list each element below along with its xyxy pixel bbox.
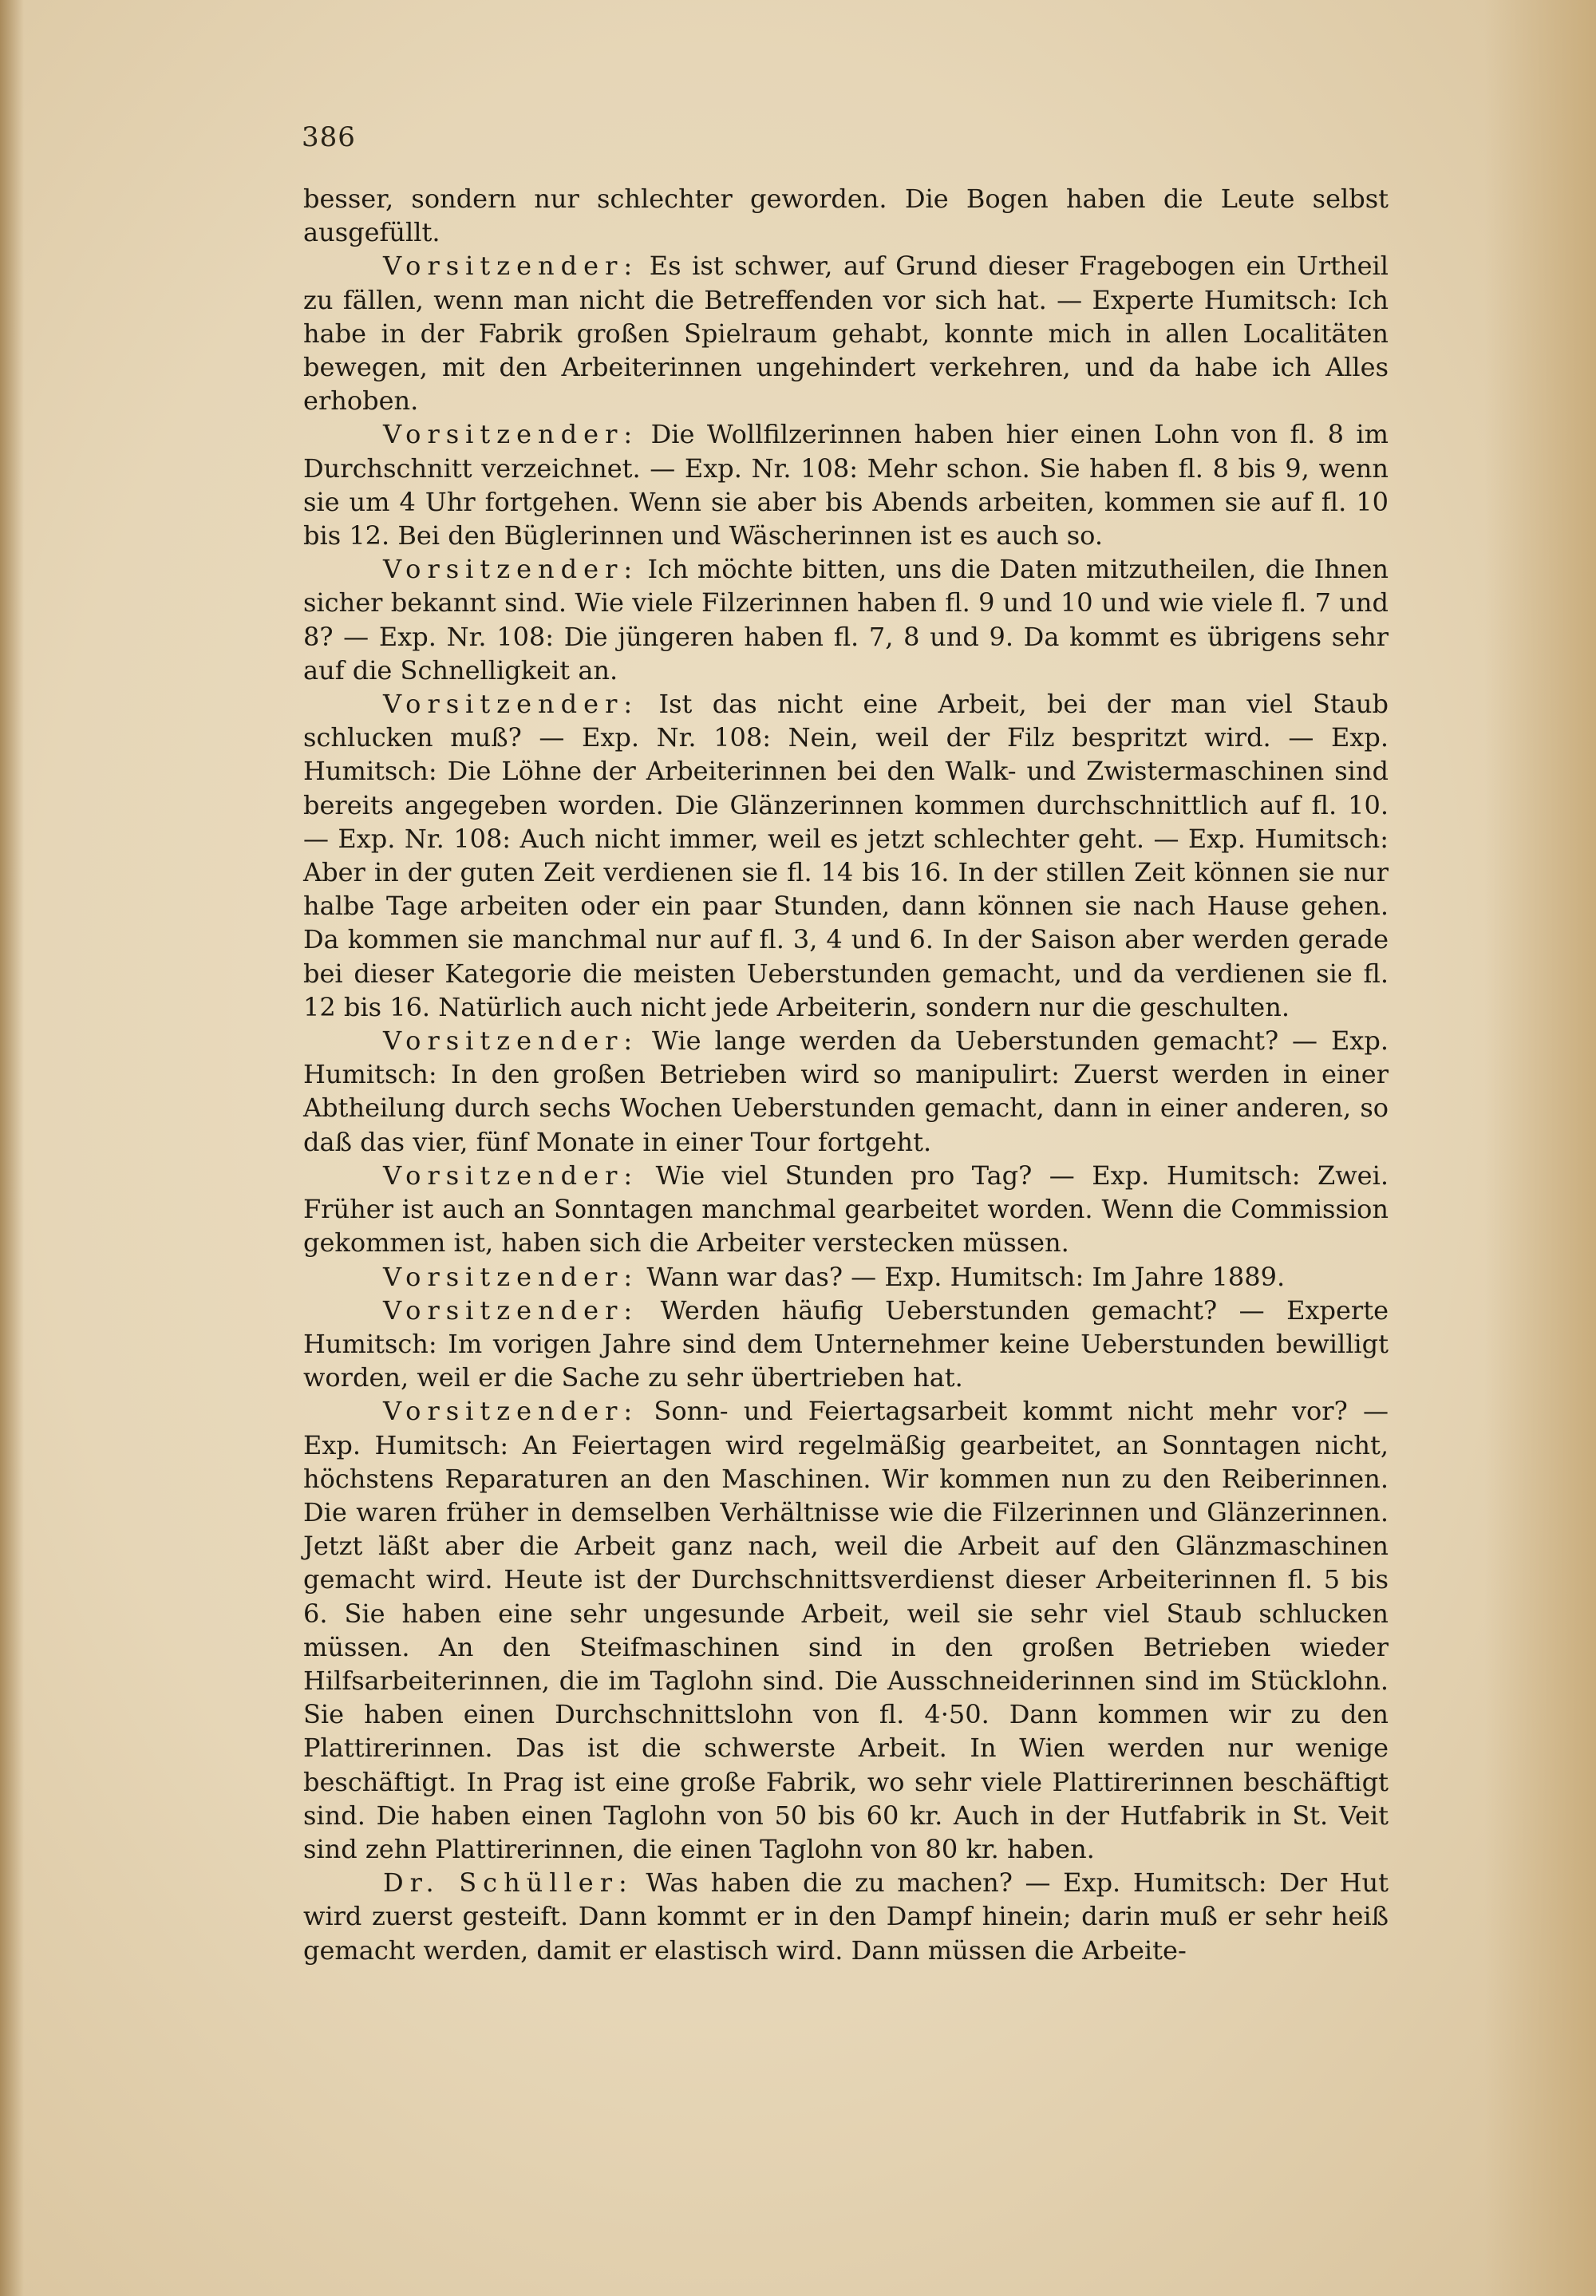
speaker-label: Vorsitzender:	[383, 1025, 639, 1057]
paragraph-text: Wie viel Stunden pro Tag? — Exp. Humitsch: Zwei. Früher ist auch an Sonntagen manchmal gearbeitet worden. Wenn die Commission gekommen ist, haben sich die Arbeiter verstecken müssen.	[303, 1160, 1389, 1259]
speaker-label: Dr. Schüller:	[383, 1867, 634, 1899]
paragraph	[303, 1024, 1389, 1159]
page-shadow-right	[1484, 0, 1596, 2296]
speaker-label: Vorsitzender:	[383, 1160, 639, 1191]
paragraph	[303, 687, 1389, 1024]
speaker-label: Vorsitzender:	[383, 554, 639, 585]
speaker-label: Vorsitzender:	[383, 1396, 639, 1427]
paragraph	[303, 1866, 1389, 1967]
paragraph	[303, 417, 1389, 552]
speaker-label: Vorsitzender:	[383, 1261, 639, 1292]
paragraph	[303, 552, 1389, 687]
paragraph-text: Ich möchte bitten, uns die Daten mitzutheilen, die Ihnen sicher bekannt sind. Wie viele Filzerinnen haben fl. 9 und 10 und wie viele fl. 7 und 8? — Exp. Nr. 108: Die jüngeren haben fl. 7, 8 und 9. Da kommt es übrigens sehr auf die Schnelligkeit an.	[303, 554, 1389, 686]
paragraph-text: Die Wollfilzerinnen haben hier einen Lohn von fl. 8 im Durchschnitt verzeichnet. — Exp. Nr. 108: Mehr schon. Sie haben fl. 8 bis 9, wenn sie um 4 Uhr fortgehen. Wenn sie aber bis Abends arbeiten, kommen sie auf fl. 10 bis 12. Bei den Büglerinnen und Wäscherinnen ist es auch so.	[303, 419, 1389, 551]
paragraph	[303, 249, 1389, 417]
paragraph-text: Was haben die zu machen? — Exp. Humitsch: Der Hut wird zuerst gesteift. Dann kommt er in den Dampf hinein; darin muß er sehr heiß gemacht werden, damit er elastisch wird. Dann müssen die Arbeite-	[303, 1867, 1389, 1966]
paragraph-text: Wann war das? — Exp. Humitsch: Im Jahre 1889.	[638, 1261, 1286, 1292]
page-shadow-left	[0, 0, 24, 2296]
speaker-label: Vorsitzender:	[383, 419, 639, 450]
speaker-label: Vorsitzender:	[383, 1294, 639, 1326]
body-text	[303, 182, 1389, 1967]
paragraph-text: Sonn- und Feiertagsarbeit kommt nicht mehr vor? — Exp. Humitsch: An Feiertagen wird regelmäßig gearbeitet, an Sonntagen nicht, höchstens Reparaturen an den Maschinen. Wir kommen nun zu den Reiberinnen. Die waren früher in demselben Verhältnisse wie die Filzerinnen und Glänzerinnen. Jetzt läßt aber die Arbeit ganz nach, weil die Arbeit auf den Glänzmaschinen gemacht wird. Heute ist der Durchschnittsverdienst dieser Arbeiterinnen fl. 5 bis 6. Sie haben eine sehr ungesunde Arbeit, weil sie sehr viel Staub schlucken müssen. An den Steifmaschinen sind in den großen Betrieben wieder Hilfsarbeiterinnen, die im Taglohn sind. Die Ausschneiderinnen sind im Stücklohn. Sie haben einen Durchschnittslohn von fl. 4·50. Dann kommen wir zu den Plattirerinnen. Das ist die schwerste Arbeit. In Wien werden nur wenige beschäftigt. In Prag ist eine große Fabrik, wo sehr viele Plattirerinnen beschäftigt sind. Die haben einen Taglohn von 50 bis 60 kr. Auch in der Hutfabrik in St. Veit sind zehn Plattirerinnen, die einen Taglohn von 80 kr. haben.	[303, 1396, 1389, 1864]
paragraph-text: Wie lange werden da Ueberstunden gemacht? — Exp. Humitsch: In den großen Betrieben wird so manipulirt: Zuerst werden in einer Abtheilung durch sechs Wochen Ueberstunden gemacht, dann in einer anderen, so daß das vier, fünf Monate in einer Tour fortgeht.	[303, 1025, 1389, 1157]
paragraph-text: Ist das nicht eine Arbeit, bei der man viel Staub schlucken muß? — Exp. Nr. 108: Nein, weil der Filz bespritzt wird. — Exp. Humitsch: Die Löhne der Arbeiterinnen bei den Walk- und Zwistermaschinen sind bereits angegeben worden. Die Glänzerinnen kommen durchschnittlich auf fl. 10. — Exp. Nr. 108: Auch nicht immer, weil es jetzt schlechter geht. — Exp. Humitsch: Aber in der guten Zeit verdienen sie fl. 14 bis 16. In der stillen Zeit können sie nur halbe Tage arbeiten oder ein paar Stunden, dann können sie nach Hause gehen. Da kommen sie manchmal nur auf fl. 3, 4 und 6. In der Saison aber werden gerade bei dieser Kategorie die meisten Ueberstunden gemacht, und da verdienen sie fl. 12 bis 16. Natürlich auch nicht jede Arbeiterin, sondern nur die geschulten.	[303, 689, 1389, 1022]
speaker-label: Vorsitzender:	[383, 251, 639, 282]
paragraph-text: Es ist schwer, auf Grund dieser Fragebogen ein Urtheil zu fällen, wenn man nicht die Betreffenden vor sich hat. — Experte Humitsch: Ich habe in der Fabrik großen Spielraum gehabt, konnte mich in allen Localitäten bewegen, mit den Arbeiterinnen ungehindert verkehren, und da habe ich Alles erhoben.	[303, 251, 1389, 417]
paragraph	[303, 1260, 1389, 1294]
paragraph-text: besser, sondern nur schlechter geworden. Die Bogen haben die Leute selbst ausgefüllt.	[303, 184, 1389, 248]
paragraph	[303, 1159, 1389, 1260]
page-number: 386	[302, 121, 356, 153]
paragraph	[303, 1394, 1389, 1866]
paragraph	[303, 182, 1389, 249]
paragraph-text: Werden häufig Ueberstunden gemacht? — Experte Humitsch: Im vorigen Jahre sind dem Unternehmer keine Ueberstunden bewilligt worden, weil er die Sache zu sehr übertrieben hat.	[303, 1294, 1389, 1393]
speaker-label: Vorsitzender:	[383, 689, 639, 720]
paragraph	[303, 1294, 1389, 1395]
